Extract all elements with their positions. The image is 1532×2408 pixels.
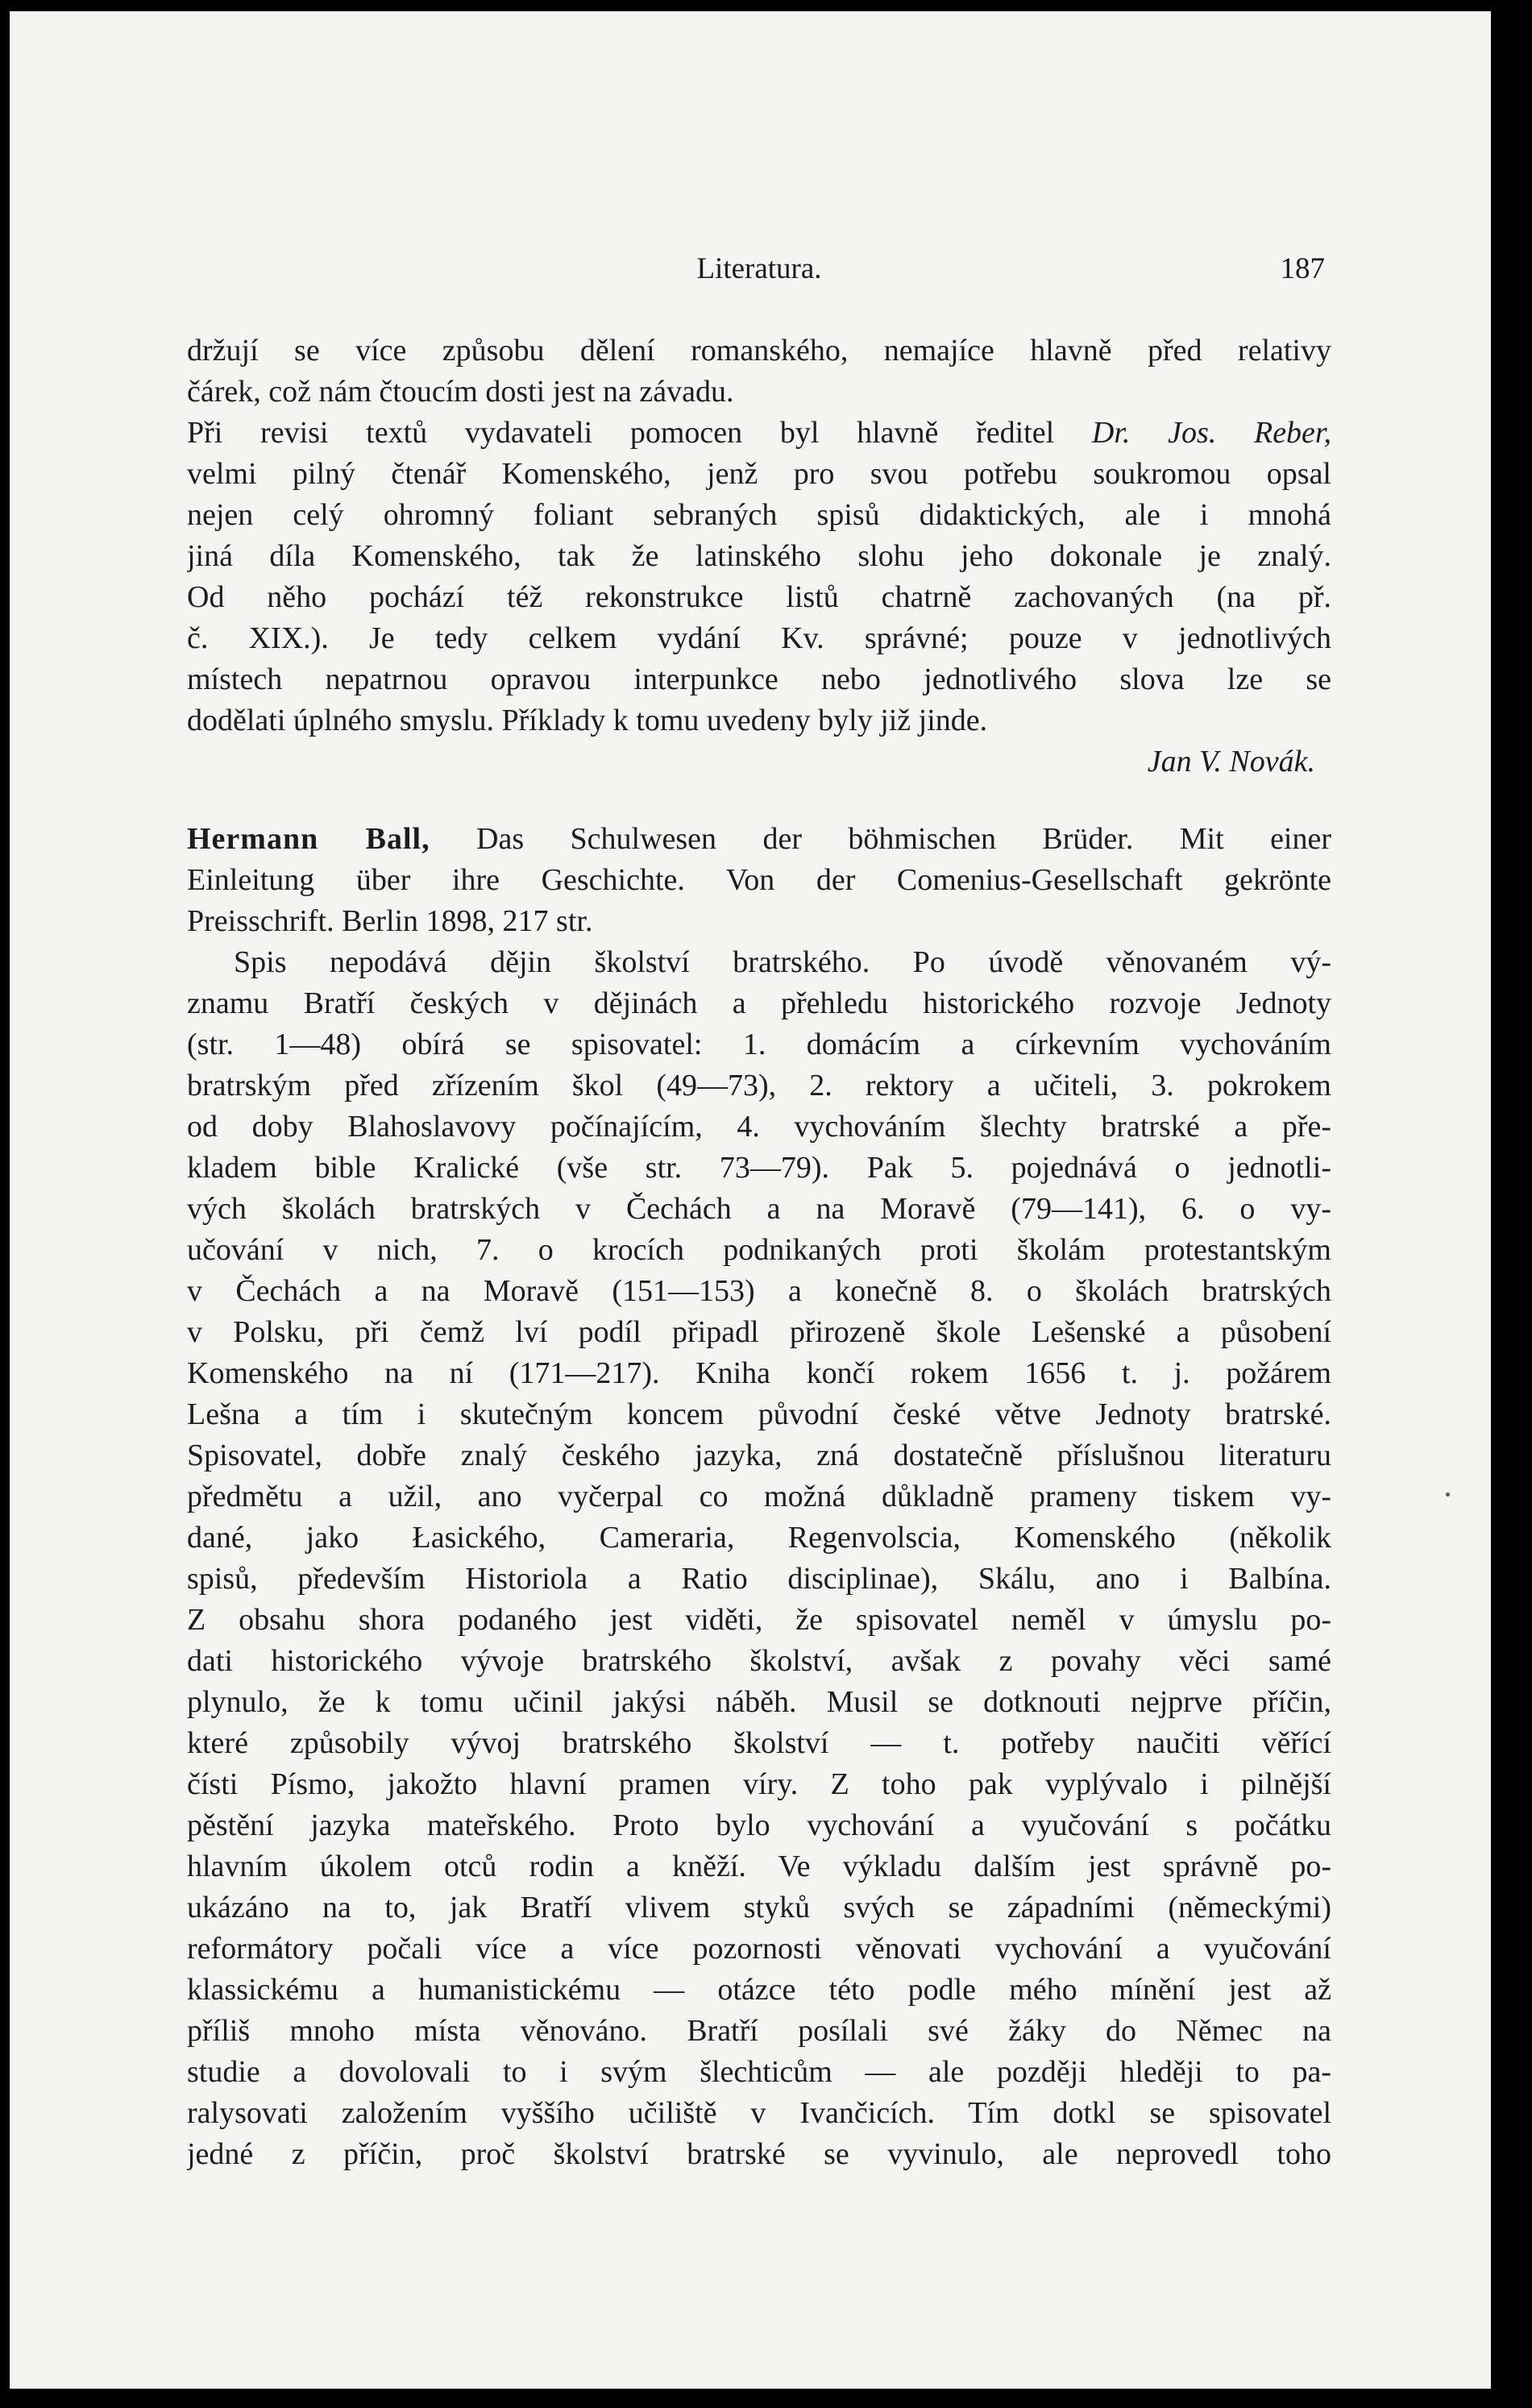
running-title: Literatura.: [696, 252, 822, 285]
text-line: kladem bible Kralické (vše str. 73—79). Pak 5. pojednává o jednotli-: [187, 1151, 1331, 1185]
text-line: místech nepatrnou opravou interpunkce nebo jednotlivého slova lze se: [187, 662, 1331, 696]
text-line: které způsobily vývoj bratrského školství — t. potřeby naučiti věřící: [187, 1726, 1331, 1760]
book-title-start: Das Schulwesen der böhmischen Brüder. Mit einer: [476, 822, 1331, 856]
text-line: jedné z příčin, proč školství bratrské se vyvinulo, ale neprovedl toho: [187, 2137, 1331, 2171]
text-line: dané, jako Łasického, Cameraria, Regenvolscia, Komenského (několik: [187, 1521, 1331, 1555]
text-line: klassickému a humanistickému — otázce této podle mého mínění jest až: [187, 1973, 1331, 2007]
text-line: pěstění jazyka mateřského. Proto bylo vychování a vyučování s počátku: [187, 1808, 1331, 1842]
text-line: učování v nich, 7. o krocích podnikaných proti školám protestantským: [187, 1233, 1331, 1267]
text-line: předmětu a užil, ano vyčerpal co možná důkladně prameny tiskem vy-: [187, 1480, 1331, 1513]
scanned-page: [10, 11, 1491, 2389]
reviewer-signature: Jan V. Novák.: [1147, 745, 1315, 778]
text-line: Z obsahu shora podaného jest viděti, že spisovatel neměl v úmyslu po-: [187, 1603, 1331, 1637]
text-line: bratrským před zřízením škol (49—73), 2. rektory a učiteli, 3. pokrokem: [187, 1069, 1331, 1102]
text-line: držují se více způsobu dělení romanského, nemajíce hlavně před relativy: [187, 334, 1331, 367]
text-line: dodělati úplného smyslu. Příklady k tomu uvedeny byly již jinde.: [187, 704, 988, 737]
text-line: [187, 819, 1331, 860]
text-line: nejen celý ohromný foliant sebraných spisů didaktických, ale i mnohá: [187, 498, 1331, 532]
text-line: (str. 1—48) obírá se spisovatel: 1. domácím a církevním vychováním: [187, 1028, 1331, 1061]
text-column: [187, 251, 1331, 2175]
text-line: Lešna a tím i skutečným koncem původní české větve Jednoty bratrské.: [187, 1397, 1331, 1431]
text-line: vých školách bratrských v Čechách a na Moravě (79—141), 6. o vy-: [187, 1192, 1331, 1226]
text-line: [187, 413, 1331, 454]
page-number: 187: [1280, 252, 1325, 285]
text-line: plynulo, že k tomu učinil jakýsi náběh. Musil se dotknouti nejprve příčin,: [187, 1685, 1331, 1719]
margin-speck: [1446, 1493, 1450, 1497]
text-line: spisů, především Historiola a Ratio disciplinae), Skálu, ano i Balbína.: [187, 1562, 1331, 1596]
text-line: čárek, což nám čtoucím dosti jest na závadu.: [187, 375, 734, 409]
text-line: dati historického vývoje bratrského školství, avšak z povahy věci samé: [187, 1644, 1331, 1678]
text-line: Spisovatel, dobře znalý českého jazyka, zná dostatečně příslušnou literaturu: [187, 1439, 1331, 1472]
text-line: příliš mnoho místa věnováno. Bratří posílali své žáky do Němec na: [187, 2014, 1331, 2048]
text-line: ukázáno na to, jak Bratří vlivem styků svých se západními (německými): [187, 1891, 1331, 1924]
book-review: [187, 819, 1331, 2175]
text-line: studie a dovolovali to i svým šlechticům — ale později hleději to pa-: [187, 2055, 1331, 2089]
book-author: Hermann Ball,: [187, 822, 430, 856]
text-line: v Čechách a na Moravě (151—153) a konečně 8. o školách bratrských: [187, 1274, 1331, 1308]
editor-name: Dr. Jos. Reber,: [1091, 416, 1331, 450]
review-continuation: [187, 330, 1331, 783]
text-line: v Polsku, při čemž lví podíl připadl přirozeně škole Lešenské a působení: [187, 1315, 1331, 1349]
text-line: velmi pilný čtenář Komenského, jenž pro svou potřebu soukromou opsal: [187, 457, 1331, 491]
text-line: Komenského na ní (171—217). Kniha končí rokem 1656 t. j. požárem: [187, 1356, 1331, 1390]
text-line: č. XIX.). Je tedy celkem vydání Kv. správné; pouze v jednotlivých: [187, 621, 1331, 655]
text-line: jiná díla Komenského, tak že latinského slohu jeho dokonale je znalý.: [187, 539, 1331, 573]
text-line: čísti Písmo, jakožto hlavní pramen víry. Z toho pak vyplývalo i pilnější: [187, 1767, 1331, 1801]
text-line: reformátory počali více a více pozornosti věnovati vychování a vyučování: [187, 1932, 1331, 1966]
text-line: hlavním úkolem otců rodin a kněží. Ve výkladu dalším jest správně po-: [187, 1850, 1331, 1883]
text-line: Preisschrift. Berlin 1898, 217 str.: [187, 904, 593, 938]
text-line: od doby Blahoslavovy počínajícím, 4. vychováním šlechty bratrské a pře-: [187, 1110, 1331, 1144]
section-gap: [187, 783, 1331, 819]
text-line: Einleitung über ihre Geschichte. Von der Comenius-Gesellschaft gekrönte: [187, 863, 1331, 897]
text-line-roman: Při revisi textů vydavateli pomocen byl hlavně ředitel: [187, 416, 1055, 450]
text-line: znamu Bratří českých v dějinách a přehledu historického rozvoje Jednoty: [187, 986, 1331, 1020]
text-line: Spis nepodává dějin školství bratrského. Po úvodě věnovaném vý-: [234, 945, 1331, 979]
text-line: Od něho pochází též rekonstrukce listů chatrně zachovaných (na př.: [187, 580, 1331, 614]
text-line: ralysovati založením vyššího učiliště v Ivančicích. Tím dotkl se spisovatel: [187, 2096, 1331, 2130]
running-head: [187, 251, 1331, 298]
